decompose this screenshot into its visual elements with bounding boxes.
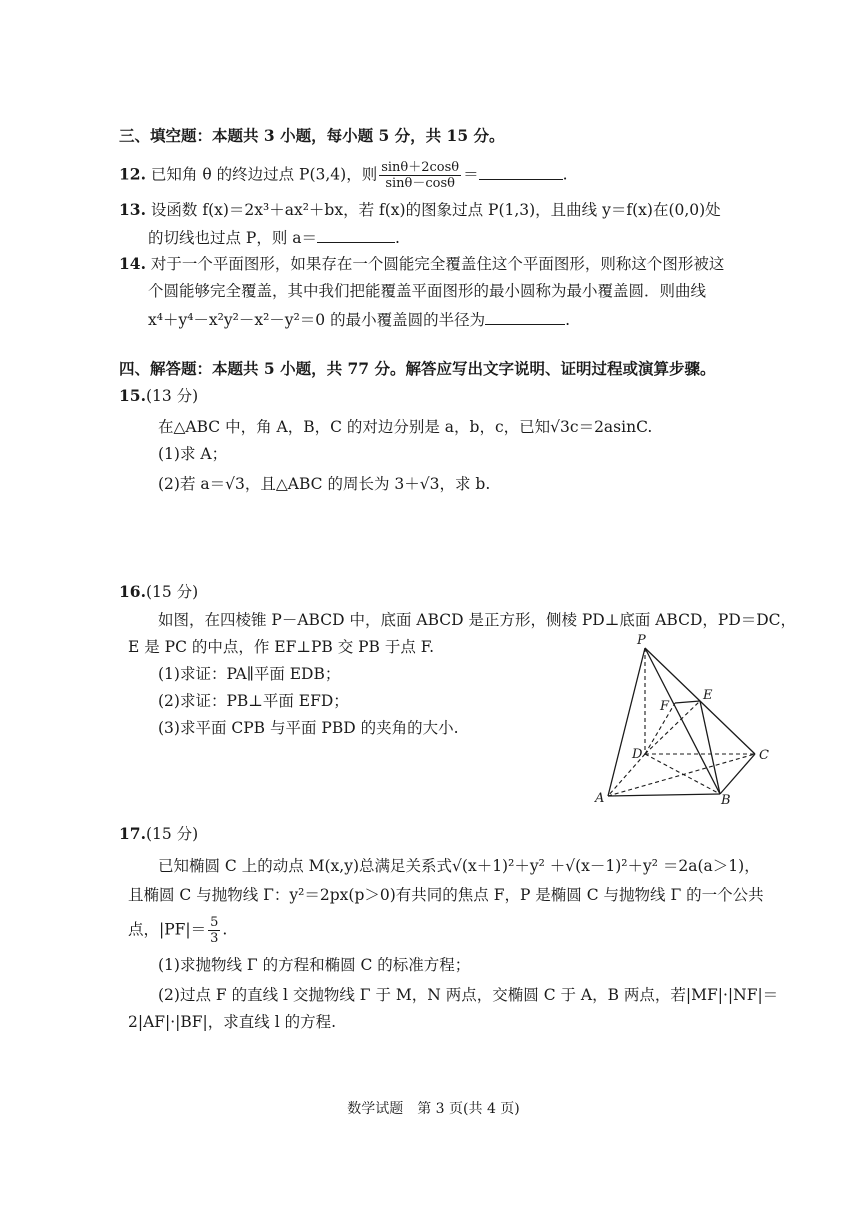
question-17-line-2: 且椭圆 C 与抛物线 Γ：y²＝2px(p＞0)有共同的焦点 F，P 是椭圆 C 与抛物线 Γ 的一个公共 [128,886,764,904]
question-17-line-3 [128,915,227,946]
label-A: A [595,791,605,806]
edge-AB [608,794,720,796]
question-16-number: 16. [119,582,146,601]
page-footer: 数学试题 第 3 页(共 4 页) [347,1101,520,1117]
question-17-line-1: 已知椭圆 C 上的动点 M(x,y)总满足关系式√(x＋1)²＋y² ＋√(x－1)²＋y² ＝2a(a＞1)， [158,857,760,875]
question-15-score: (13 分) [145,387,199,405]
question-17-text-3: 点，|PF|＝ [128,920,207,939]
fraction-numerator: sinθ＋2cosθ [381,160,460,175]
label-D: D [632,747,643,762]
question-12 [119,160,568,191]
answer-blank-12 [479,163,563,180]
question-17-part-2-line-2: 2|AF|·|BF|，求直线 l 的方程. [128,1013,337,1031]
question-15-part-1: (1)求 A； [158,445,228,463]
question-12-number: 12. [119,164,146,184]
question-17-fraction [208,915,220,946]
question-13-number: 13. [119,200,146,219]
question-14-text: 对于一个平面图形，如果存在一个圆能完全覆盖住这个平面图形，则称这个图形被这 [150,255,725,273]
fraction-denominator: 3 [210,931,219,946]
question-12-text: 已知角 θ 的终边过点 P(3,4)，则 [150,165,378,184]
edge-EB [700,701,720,794]
question-14-text-3: x⁴＋y⁴－x²y²－x²－y²＝0 的最小覆盖圆的半径为 [148,311,486,329]
question-14-line-1 [119,253,724,275]
answer-blank-14 [485,308,565,325]
answer-blank-13 [317,226,395,243]
label-F: F [660,699,670,714]
pyramid-figure [590,630,780,810]
question-12-fraction [379,160,461,191]
question-13-line-1 [119,199,721,221]
edge-DE-hidden [645,701,700,754]
edge-BC [720,754,755,794]
label-E: E [703,688,713,703]
question-14-number: 14. [119,254,146,273]
question-13-text-2: 的切线也过点 P，则 a＝ [148,229,318,247]
question-15-part-2: (2)若 a＝√3，且△ABC 的周长为 3＋√3，求 b. [158,475,491,493]
question-15-number: 15. [119,386,146,405]
label-P: P [637,633,646,648]
fraction-numerator: 5 [210,915,219,930]
question-16-score: (15 分) [145,583,199,601]
question-17-part-1: (1)求抛物线 Γ 的方程和椭圆 C 的标准方程； [158,956,471,974]
question-16-stem-1: 如图，在四棱锥 P－ABCD 中，底面 ABCD 是正方形，侧棱 PD⊥底面 ABCD，PD＝DC， [158,611,797,629]
question-14-line-3 [148,308,570,331]
question-17-part-2-line-1: (2)过点 F 的直线 l 交抛物线 Γ 于 M，N 两点，交椭圆 C 于 A，B 两点，若|MF|·|NF|＝ [158,986,779,1004]
question-16-part-2: (2)求证：PB⊥平面 EFD； [158,692,349,710]
question-17-score: (15 分) [145,825,199,843]
edge-DB-hidden [645,754,720,794]
question-16-part-3: (3)求平面 CPB 与平面 PBD 的夹角的大小. [158,719,459,737]
label-B: B [721,793,731,808]
edge-FE [675,701,700,703]
question-12-end: . [562,165,568,184]
fraction-denominator: sinθ－cosθ [385,176,455,191]
question-16-part-1: (1)求证：PA∥平面 EDB； [158,665,341,683]
section-4-header: 四、解答题：本题共 5 小题，共 77 分。解答应写出文字说明、证明过程或演算步骤。 [119,359,716,378]
question-14-end: . [565,311,571,329]
question-15-stem: 在△ABC 中，角 A，B，C 的对边分别是 a，b，c，已知√3c＝2asinC. [158,418,653,436]
question-17-number: 17. [119,824,146,843]
question-13-end: . [395,229,400,247]
edge-PB [645,648,720,794]
label-C: C [759,748,769,763]
question-13-text: 设函数 f(x)＝2x³＋ax²＋bx，若 f(x)的图象过点 P(1,3)，且曲线 y＝f(x)在(0,0)处 [150,201,721,219]
question-17-header [119,823,198,845]
question-14-line-2: 个圆能够完全覆盖，其中我们把能覆盖平面图形的最小圆称为最小覆盖圆．则曲线 [148,282,707,300]
question-16-stem-2: E 是 PC 的中点，作 EF⊥PB 交 PB 于点 F. [128,638,435,656]
section-3-header: 三、填空题：本题共 3 小题，每小题 5 分，共 15 分。 [119,126,505,145]
question-13-line-2 [148,226,400,249]
question-15-header [119,385,198,407]
equals-sign: ＝ [463,165,479,184]
edge-PA [608,648,645,796]
question-17-end: . [222,920,228,939]
edge-AC-hidden [608,754,755,796]
question-16-header [119,581,198,603]
